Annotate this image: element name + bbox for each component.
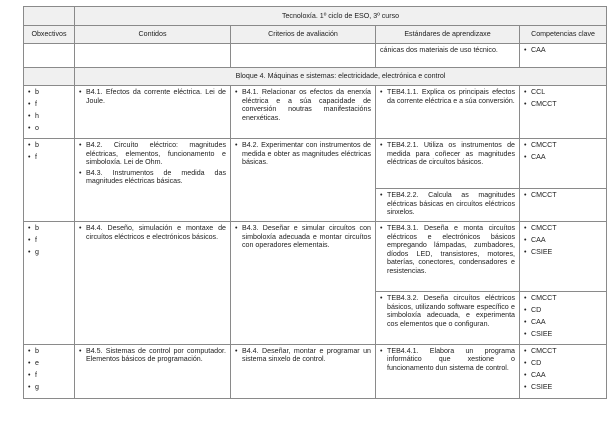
standard-cell <box>376 138 520 188</box>
header-standards: Estándares de aprendizaxe <box>376 26 520 44</box>
list-item: • CMCCT <box>524 347 602 356</box>
competences-list <box>524 88 602 109</box>
carry-over-competences <box>524 46 602 55</box>
competences-list <box>524 294 602 339</box>
list-item: • CMCCT <box>524 224 602 233</box>
standard-list <box>380 224 515 276</box>
list-item: • b <box>28 88 70 97</box>
list-item: • f <box>28 371 70 380</box>
contents-cell <box>75 138 231 221</box>
competences-list <box>524 347 602 392</box>
criterion-list <box>235 88 371 122</box>
header-competences: Competencias clave <box>520 26 607 44</box>
standard-list <box>380 88 515 105</box>
table-row <box>24 138 607 188</box>
criterion-cell <box>231 344 376 398</box>
list-item: • e <box>28 359 70 368</box>
competences-cell <box>520 138 607 188</box>
criterion-text: • B4.2. Experimentar con instrumentos de medida e obter as magnitudes eléctricas básicas. <box>235 141 371 167</box>
competences-cell <box>520 188 607 221</box>
list-item: • CAA <box>524 153 602 162</box>
competences-list <box>524 191 602 200</box>
table-title: Tecnoloxía. 1º ciclo de ESO, 3º curso <box>75 7 607 26</box>
standard-list <box>380 141 515 167</box>
curriculum-table-container <box>23 6 607 399</box>
objectives-list <box>28 88 70 133</box>
list-item: • CCL <box>524 88 602 97</box>
standard-text: • TEB4.3.2. Deseña circuítos eléctricos básicos, utilizando software específico e simboloxía adecuada, e experimenta cos elementos que o configuran. <box>380 294 515 328</box>
criterion-cell <box>231 138 376 221</box>
block-title: Bloque 4. Máquinas e sistemas: electricidade, electrónica e control <box>75 68 607 86</box>
competences-cell <box>520 86 607 139</box>
competences-list <box>524 224 602 257</box>
list-item: • f <box>28 100 70 109</box>
carry-over-standard: cánicas dos materiais de uso técnico. <box>376 44 520 68</box>
criterion-list <box>235 141 371 167</box>
standard-text: • TEB4.2.1. Utiliza os instrumentos de medida para coñecer as magnitudes eléctricas de circuítos básicos. <box>380 141 515 167</box>
list-item: • g <box>28 383 70 392</box>
list-item: • CAA <box>524 236 602 245</box>
block-groups <box>24 86 607 399</box>
contents-list <box>79 141 226 186</box>
header-criteria: Criterios de avaliación <box>231 26 376 44</box>
standard-list <box>380 191 515 217</box>
contents-list <box>79 224 226 241</box>
list-item: • h <box>28 112 70 121</box>
list-item: • o <box>28 124 70 133</box>
standard-cell <box>376 86 520 139</box>
list-item: • g <box>28 248 70 257</box>
objectives-list <box>28 141 70 162</box>
carry-over-row <box>24 44 607 68</box>
header-contents: Contidos <box>75 26 231 44</box>
competences-cell <box>520 291 607 344</box>
criterion-list <box>235 347 371 364</box>
standard-cell <box>376 344 520 398</box>
criterion-list <box>235 224 371 250</box>
title-spacer-cell <box>24 7 75 26</box>
table-row <box>24 344 607 398</box>
standard-text: • TEB4.2.2. Calcula as magnitudes eléctricas básicas en circuítos eléctricos sinxelos. <box>380 191 515 217</box>
table-row <box>24 221 607 291</box>
list-item: • b <box>28 347 70 356</box>
contents-cell <box>75 221 231 344</box>
list-item: • CSIEE <box>524 383 602 392</box>
competences-cell <box>520 221 607 291</box>
standard-cell <box>376 188 520 221</box>
standard-text: • TEB4.3.1. Deseña e monta circuítos eléctricos e electrónicos básicos empregando lámpadas, zumbadores, díodos LED, transistores, motores, baterías, conectores, condensadores e resistencias. <box>380 224 515 276</box>
list-item: • CMCCT <box>524 100 602 109</box>
contents-list <box>79 88 226 105</box>
list-item: • CMCCT <box>524 141 602 150</box>
standard-cell <box>376 221 520 291</box>
criterion-text: • B4.4. Deseñar, montar e programar un sistema sinxelo de control. <box>235 347 371 364</box>
objectives-list <box>28 347 70 392</box>
criterion-text: • B4.1. Relacionar os efectos da enerxía eléctrica e a súa capacidade de conversión noutras manifestacións enerxéticas. <box>235 88 371 122</box>
standard-list <box>380 294 515 328</box>
curriculum-table <box>23 6 607 399</box>
list-item: • CMCCT <box>524 294 602 303</box>
list-item: • B4.3. Instrumentos de medida das magnitudes eléctricas básicas. <box>79 169 226 186</box>
list-item: • CAA <box>524 371 602 380</box>
competences-list <box>524 141 602 162</box>
list-item: • B4.4. Deseño, simulación e montaxe de circuítos eléctricos e electrónicos básicos. <box>79 224 226 241</box>
list-item: • CD <box>524 359 602 368</box>
block-title-row <box>24 68 607 86</box>
list-item: • CD <box>524 306 602 315</box>
competences-cell <box>520 344 607 398</box>
objectives-cell <box>24 138 75 221</box>
criterion-cell <box>231 221 376 344</box>
list-item: • B4.5. Sistemas de control por computador. Elementos básicos de programación. <box>79 347 226 364</box>
objectives-cell <box>24 344 75 398</box>
criterion-text: • B4.3. Deseñar e simular circuítos con simboloxía adecuada e montar circuítos con operadores elementais. <box>235 224 371 250</box>
column-header-row <box>24 26 607 44</box>
contents-list <box>79 347 226 364</box>
list-item: • f <box>28 153 70 162</box>
objectives-cell <box>24 221 75 344</box>
standard-text: • TEB4.1.1. Explica os principais efectos da corrente eléctrica e a súa conversión. <box>380 88 515 105</box>
list-item: • B4.1. Efectos da corrente eléctrica. Lei de Joule. <box>79 88 226 105</box>
list-item: • CSIEE <box>524 248 602 257</box>
standard-list <box>380 347 515 373</box>
table-title-row <box>24 7 607 26</box>
objectives-list <box>28 224 70 257</box>
table-row <box>24 86 607 139</box>
competence-item: • CAA <box>524 46 602 55</box>
standard-cell <box>376 291 520 344</box>
objectives-cell <box>24 86 75 139</box>
criterion-cell <box>231 86 376 139</box>
list-item: • B4.2. Circuíto eléctrico: magnitudes eléctricas, elementos, funcionamento e simboloxía. Lei de Ohm. <box>79 141 226 167</box>
list-item: • b <box>28 224 70 233</box>
list-item: • b <box>28 141 70 150</box>
contents-cell <box>75 344 231 398</box>
header-objectives: Obxectivos <box>24 26 75 44</box>
list-item: • CMCCT <box>524 191 602 200</box>
list-item: • CSIEE <box>524 330 602 339</box>
standard-text: • TEB4.4.1. Elabora un programa informático que xestione o funcionamento dun sistema de control. <box>380 347 515 373</box>
list-item: • f <box>28 236 70 245</box>
contents-cell <box>75 86 231 139</box>
list-item: • CAA <box>524 318 602 327</box>
